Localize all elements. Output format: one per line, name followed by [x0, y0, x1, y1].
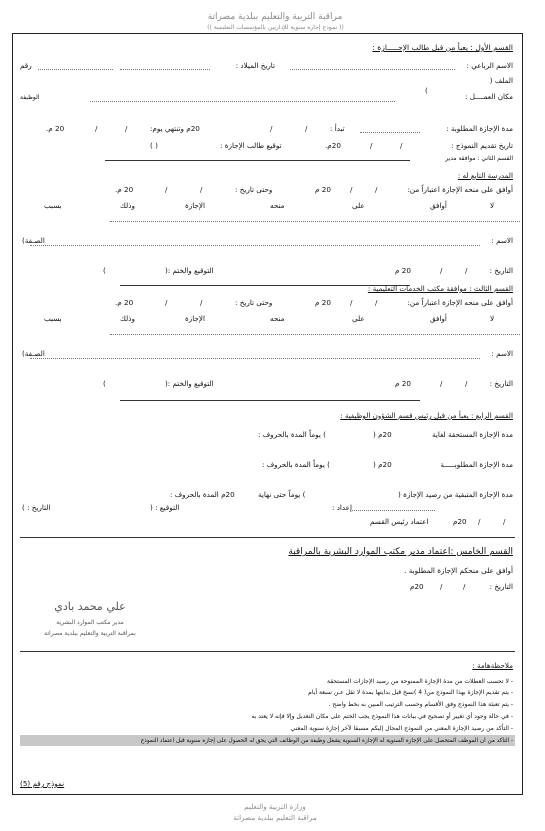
starts-label: تبدأ : — [330, 124, 345, 133]
ends-year: 20 م. — [46, 124, 65, 133]
section5-year: 20م — [410, 582, 424, 591]
section3-leave: الإجازة — [185, 314, 205, 323]
section3-signature-label: التوقيع والختم :( — [165, 379, 214, 388]
section3-name-field[interactable] — [30, 358, 480, 359]
section4-entitled-end: ) يوماً المدة بالحروف : — [258, 430, 326, 439]
section2-no: لا — [490, 201, 495, 210]
section3-that: وذلك — [120, 314, 135, 323]
form-title: (( نموذج إجازة سنوية للإداريين بالمؤسسات التعليمية )) — [207, 24, 344, 31]
section2-agree-from: أوافق على منحه الإجازة اعتباراً من: — [407, 185, 513, 194]
section1-title: القسم الأول : يعبأ من قبل طالب الإجـــــازة : — [372, 43, 513, 52]
section3-slash-c: / — [200, 298, 203, 307]
section3-until: وحتى تاريخ : — [235, 298, 273, 307]
section5-approve-text: أوافق على منحكم الإجازة المطلوبة . — [404, 566, 513, 575]
section3-agree: أوافق — [430, 314, 447, 323]
section4-title: القسم الرابع : يعبأ من قبل رئيس قسم الشؤون الوظيفية : — [340, 411, 513, 420]
birth-date-field[interactable] — [120, 69, 210, 70]
section5-slash-2: / — [440, 582, 443, 591]
section4-requested-label: مدة الإجازة المطلوبـــــة — [440, 460, 513, 469]
leave-period-field[interactable] — [360, 132, 420, 133]
section3-no: لا — [490, 314, 495, 323]
section4-entitled-mid: 20م ( — [373, 430, 392, 439]
file-label: الملف ( — [489, 76, 513, 85]
full-name-field[interactable] — [290, 69, 455, 70]
section5-separator — [20, 537, 515, 538]
section4-date-label: التاريخ : ) — [22, 503, 51, 512]
section3-date-slash-1: / — [465, 379, 468, 388]
section3-slash-a: / — [375, 298, 378, 307]
section2-on: على — [352, 201, 365, 210]
section4-slash-1: / — [503, 517, 506, 526]
section3-grant: منحه — [270, 314, 285, 323]
section4-separator — [120, 400, 420, 401]
section4-prepared-field[interactable] — [350, 510, 435, 511]
note-item-3: - يتم تعبئة هذا النموذج وفق الأقسام وحسب الترتيب المبين به بخط واضح . — [328, 701, 513, 708]
submit-date-label: تاريخ تقديم النموذج : — [451, 141, 513, 150]
section4-requested-mid: 20م ( — [373, 460, 392, 469]
section3-on: على — [352, 314, 365, 323]
section2-school-label: المدرسة التابع له : — [457, 171, 513, 180]
workplace-field[interactable] — [90, 101, 395, 102]
section3-capacity-label: الصـفة) — [22, 349, 45, 358]
section2-capacity-label: الصـفة) — [22, 236, 45, 245]
applicant-sign-parens: ( ) — [150, 141, 158, 150]
section5-date-label: التاريخ : — [489, 582, 513, 591]
section2-agree: أوافق — [430, 201, 447, 210]
number-label: رقم — [20, 61, 32, 70]
form-number: نموذج رقم (5) — [20, 779, 65, 788]
section4-year: 20م — [453, 517, 467, 526]
section2-date-year: 20 م — [395, 266, 411, 275]
section2-grant: منحه — [270, 201, 285, 210]
submit-year: 20م. — [325, 141, 341, 150]
section2-leave: الإجازة — [185, 201, 205, 210]
section5-title: القسم الخامس :اعتماد مدير مكتب الموارد البشرية بالمراقبة — [288, 547, 513, 557]
section2-slash-a: / — [375, 185, 378, 194]
file-close: ) — [425, 86, 428, 95]
section2-date-slash-2: / — [440, 266, 443, 275]
section3-year-b: 20 م. — [115, 298, 134, 307]
job-label: الوظيفة — [20, 94, 40, 101]
footer-ministry: وزارة التربية والتعليم — [244, 802, 306, 811]
section2-name-label: الاسم : — [491, 236, 513, 245]
section3-date-year: 20 م — [395, 379, 411, 388]
section4-remaining-end: 20م المدة بالحروف : — [170, 490, 235, 499]
section3-title: القسم الثالث : موافقة مكتب الخدمات التعليمية : — [367, 284, 513, 293]
note-item-4: - في حالة وجود أي تغيير أو تصحيح في بيانات هذا النموذج يجب الختم على مكان التعديل وإلا فإنه لا يعتد به — [251, 713, 513, 720]
signatory-title2: بمراقبة التربية والتعليم ببلدية مصراتة — [44, 630, 136, 637]
section3-agree-from: أوافق على منحه الإجازة اعتباراً من: — [407, 298, 513, 307]
section2-because: بسبب — [44, 201, 62, 210]
section3-signature-close: ) — [103, 379, 106, 388]
section2-slash-c: / — [200, 185, 203, 194]
section4-remaining-label: مدة الإجازة المتبقية من رصيد الإجازة ( — [397, 490, 513, 499]
section2-slash-b: / — [350, 185, 353, 194]
footer-authority: مراقبة التعليم ببلدية مصراتة — [233, 813, 317, 822]
note-item-1: - لا تحسب العطلات من مدة الإجازة الممنوحة من رصيد الإجازات المستحقة — [327, 678, 513, 685]
section3-separator — [120, 285, 410, 286]
ends-slash-2: / — [95, 124, 98, 133]
section4-slash-2: / — [478, 517, 481, 526]
section2-until: وحتى تاريخ : — [235, 185, 273, 194]
applicant-sign-label: توقيع طالب الإجازة : — [220, 141, 282, 150]
notes-separator — [20, 651, 515, 652]
section2-year-a: 20 م — [315, 185, 331, 194]
birth-date-label: تاريخ الميلاد : — [235, 61, 275, 70]
leave-period-label: مدة الإجازة المطلوبة : — [446, 124, 513, 133]
section2-signature-close: ) — [103, 266, 106, 275]
note-item-6: - التأكد من أن الموظف المتحصل على الإجازة السنوية له الإجازة السنوية يشغل وظيفة من الوظائف التي يحق له الحصول على إجازة سنوية قبل اعتماد النموذج — [140, 738, 513, 744]
full-name-label: الاسم الرباعي : — [466, 61, 513, 70]
starts-slash-1: / — [305, 124, 308, 133]
section2-reason-field[interactable] — [110, 221, 520, 222]
ends-slash-1: / — [125, 124, 128, 133]
section4-requested-end: ) يوماً المدة بالحروف : — [262, 460, 330, 469]
section3-slash-d: / — [165, 298, 168, 307]
section3-date-label: التاريخ : — [489, 379, 513, 388]
section3-name-label: الاسم : — [491, 349, 513, 358]
section2-date-label: التاريخ : — [489, 266, 513, 275]
section2-date-slash-1: / — [465, 266, 468, 275]
note-item-2: - يتم تقديم الإجازة بهذا النموذج من( 4 )نسخ قبل بدايتها بمدة لا تقل عـن سبعة أيام — [308, 689, 513, 696]
section5-slash-1: / — [463, 582, 466, 591]
section4-signature-label: التوقيع : ( — [150, 503, 180, 512]
section4-prepared-label: إعداد : — [332, 503, 352, 512]
section2-separator — [105, 160, 410, 161]
section3-date-slash-2: / — [440, 379, 443, 388]
submit-slash-2: / — [370, 141, 373, 150]
notes-title: ملاحظةهامة : — [472, 661, 513, 670]
section2-that: وذلك — [120, 201, 135, 210]
section4-remaining-mid: ) يوماً حتى نهاية — [258, 490, 306, 499]
section3-year-a: 20 م — [315, 298, 331, 307]
section4-entitled-label: مدة الإجازة المستحقة لغاية — [432, 430, 513, 439]
section2-name-field[interactable] — [30, 245, 480, 246]
submit-slash-1: / — [400, 141, 403, 150]
section2-slash-d: / — [165, 185, 168, 194]
section4-head-approval: اعتماد رئيس القسم — [370, 517, 429, 526]
section3-reason-field[interactable] — [110, 334, 520, 335]
section3-slash-b: / — [350, 298, 353, 307]
starts-slash-2: / — [270, 124, 273, 133]
section2-signature-label: التوقيع والختم :( — [165, 266, 214, 275]
workplace-label: مكان العمــــل : — [465, 92, 513, 101]
section2-title: القسم الثاني : موافقة مدير — [445, 155, 513, 162]
signatory-title1: مدير مكتب الموارد البشرية — [56, 619, 124, 626]
section3-because: بسبب — [44, 314, 62, 323]
signatory-name: علي محمد بادي — [54, 600, 126, 613]
number-field[interactable] — [38, 69, 113, 70]
note-item-5: - التأكد من رصيد الإجازة المعني من النموذج المحال إليكم مسبقا لآخر إجازة سنوية المعني — [290, 725, 513, 732]
section2-year-b: 20 م. — [115, 185, 134, 194]
ends-label: 20م وتنتهي يوم: — [150, 124, 200, 133]
header-authority: مراقبة التربية والتعليم ببلدية مصراتة — [207, 12, 343, 22]
